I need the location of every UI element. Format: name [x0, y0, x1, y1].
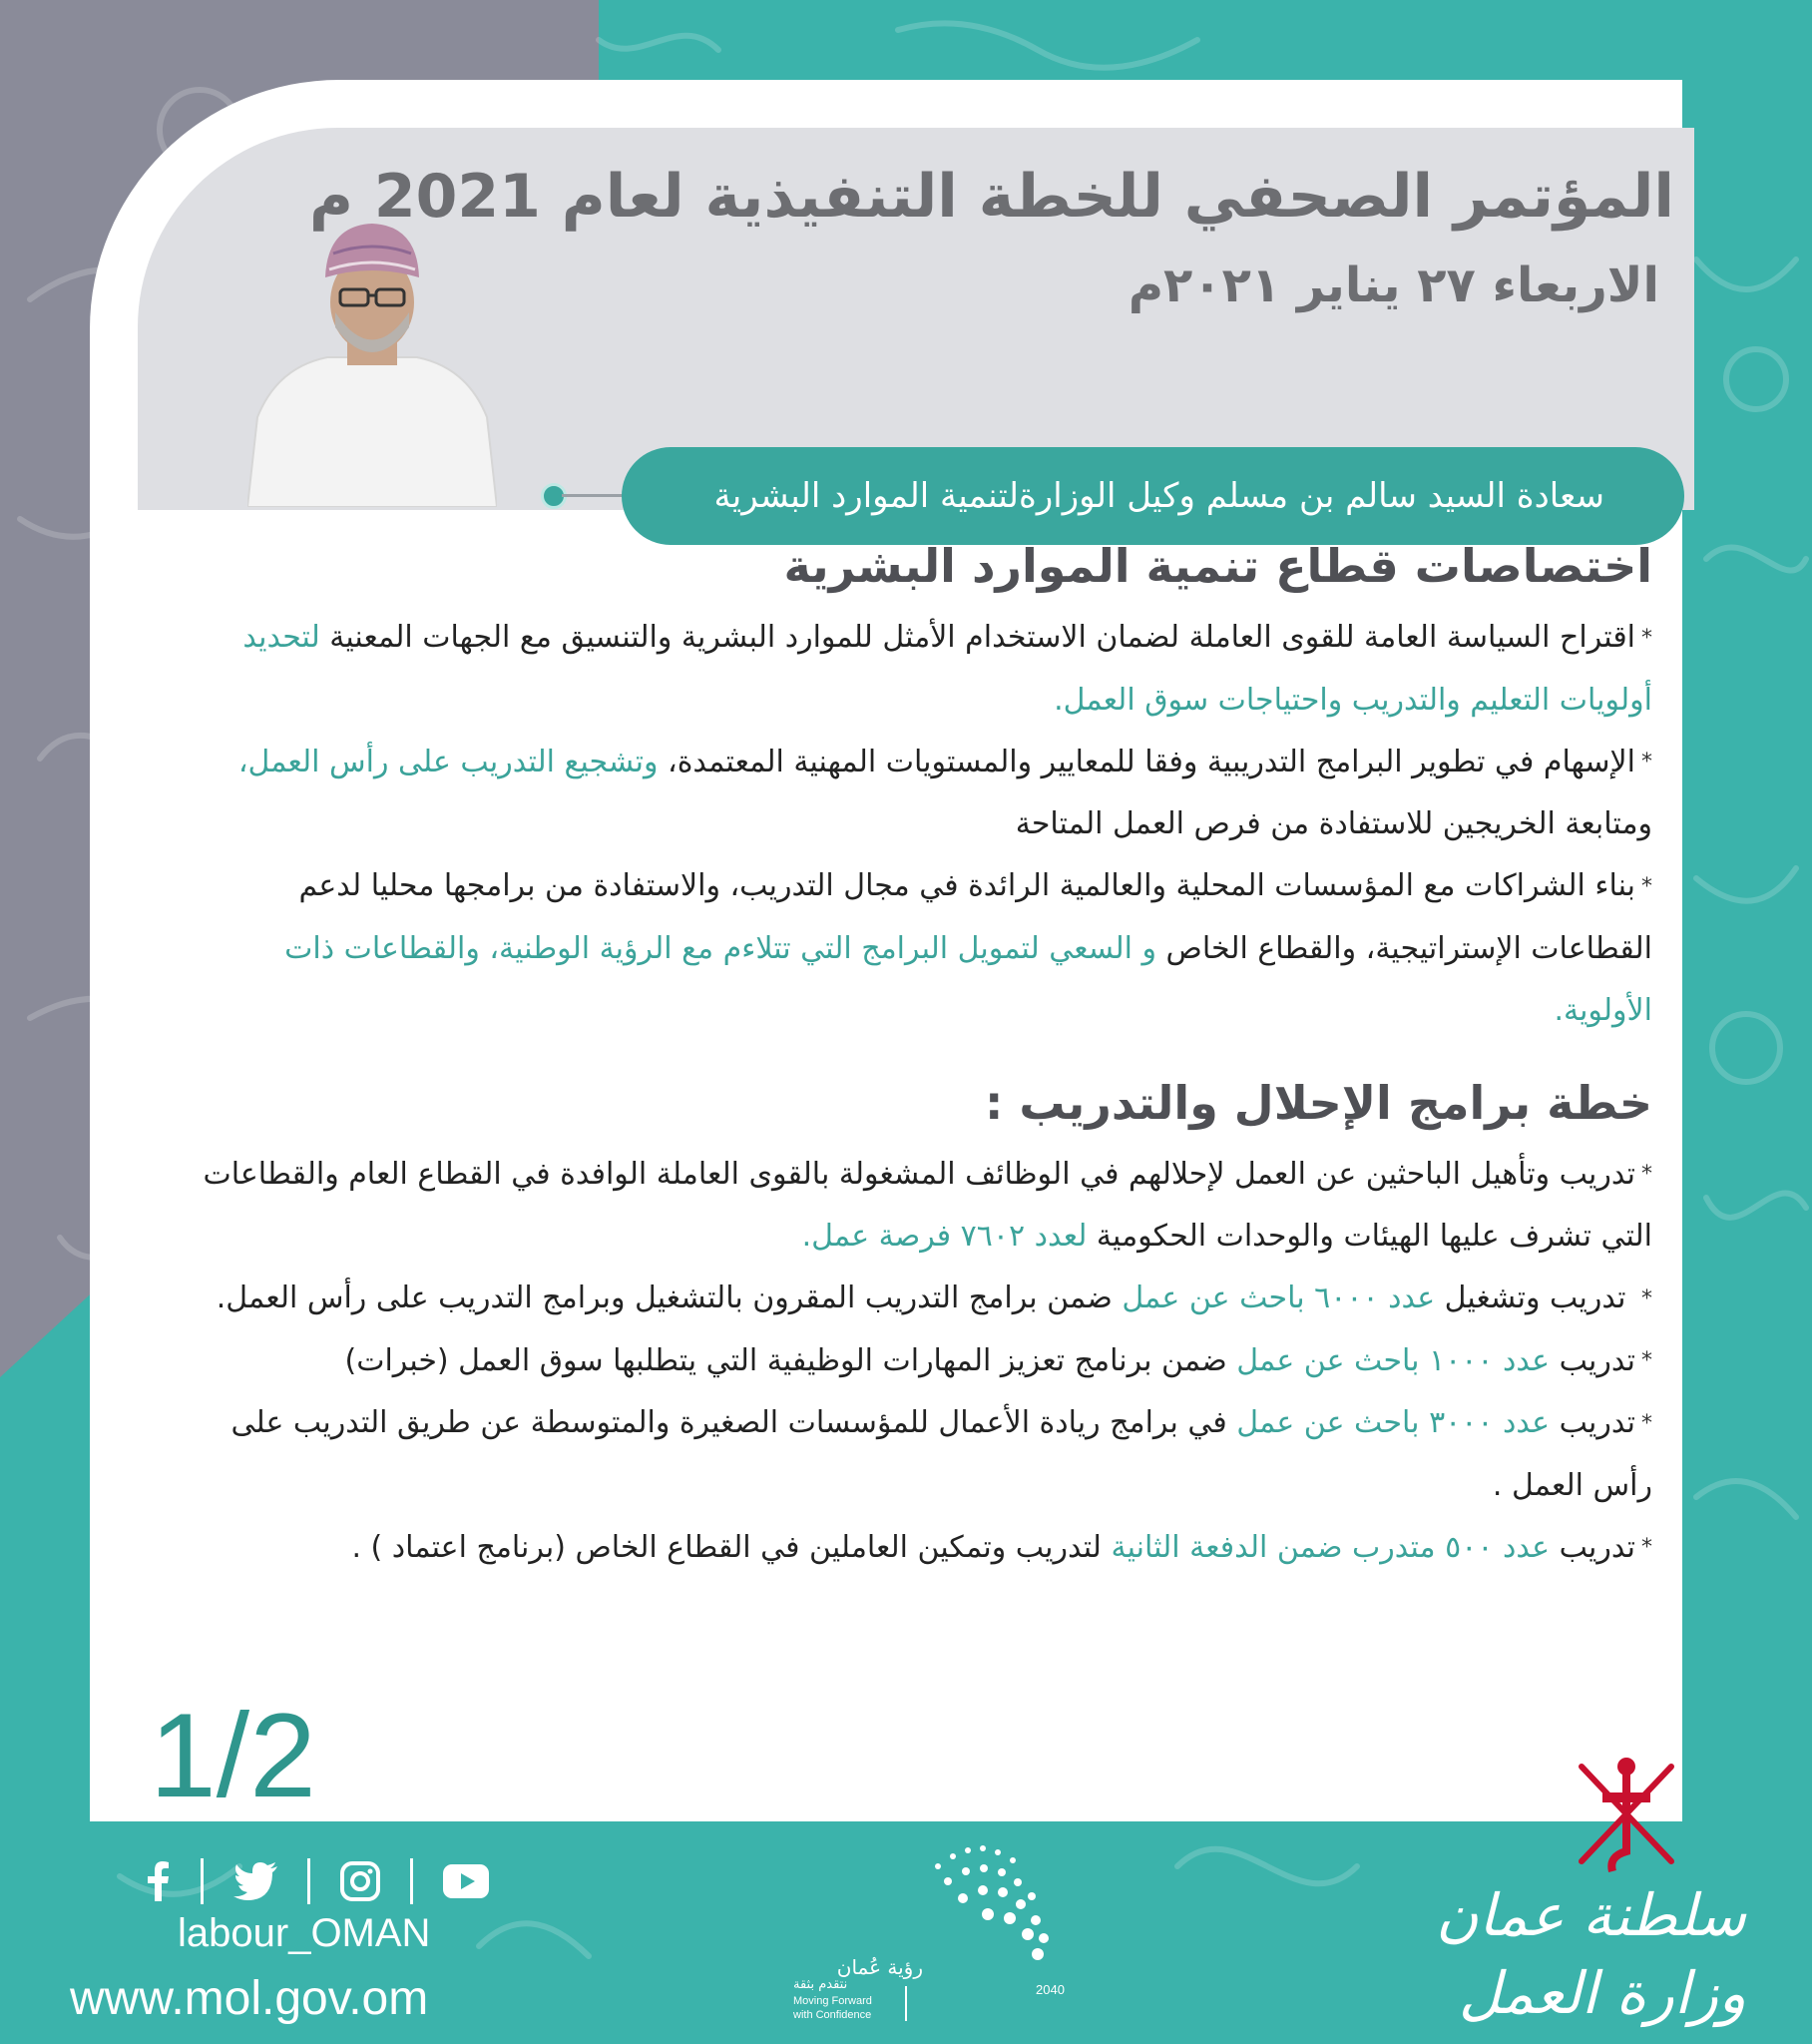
vision-arabic: رؤية عُمان	[836, 1955, 923, 1979]
sultanate-name: سلطنة عمان	[1436, 1881, 1746, 1949]
social-handle[interactable]: labour_OMAN	[178, 1911, 431, 1955]
ministry-logo-text	[1436, 1876, 1746, 2032]
facebook-icon[interactable]	[145, 1861, 171, 1901]
oman-emblem-icon	[1567, 1747, 1686, 1876]
asterisk-icon: *	[1641, 873, 1652, 899]
date-subtitle: الاربعاء ٢٧ يناير ٢٠٢١م	[1128, 257, 1659, 313]
vision-tagline-en1: Moving Forward	[793, 1995, 872, 2007]
section1-item: *بناء الشراكات مع المؤسسات المحلية والعالمية الرائدة في مجال التدريب، والاستفادة من برامجها محليا لدعم القطاعات الإستراتيجية، والقطاع الخاص و السعي لتمويل البرامج التي تتلاءم مع الرؤية الوطنية، والقطاعات ذات الأولوية.	[284, 868, 1652, 1028]
main-content	[180, 539, 1652, 1579]
asterisk-icon: *	[1641, 1162, 1652, 1187]
section1-item: *الإسهام في تطوير البرامج التدريبية وفقا للمعايير والمستويات المهنية المعتمدة، وتشجيع التدريب على رأس العمل، ومتابعة الخريجين للاستفادة من فرص العمل المتاحة	[237, 744, 1652, 841]
website-link[interactable]: www.mol.gov.om	[70, 1972, 429, 2025]
vision-tagline-ar: نتقدم بثقة	[793, 1977, 848, 1992]
youtube-icon[interactable]	[443, 1864, 489, 1898]
vision-year: 2040	[1036, 1982, 1065, 1997]
speaker-name-pill	[622, 447, 1684, 545]
speaker-name: سعادة السيد سالم بن مسلم وكيل الوزارةلتنمية الموارد البشرية	[713, 476, 1604, 516]
separator	[410, 1858, 413, 1904]
asterisk-icon: *	[1641, 625, 1652, 651]
header-band	[138, 128, 1694, 516]
twitter-icon[interactable]	[233, 1862, 277, 1900]
speaker-portrait	[247, 218, 497, 507]
separator	[307, 1858, 310, 1904]
vision-tagline-en2: with Confidence	[793, 2009, 872, 2021]
section2-item: *تدريب عدد ١٠٠٠ باحث عن عمل ضمن برنامج تعزيز المهارات الوظيفية التي يتطلبها سوق العمل (خبرات)	[344, 1342, 1652, 1378]
separator	[201, 1858, 204, 1904]
section2-item: *تدريب عدد ٣٠٠٠ باحث عن عمل في برامج ريادة الأعمال للمؤسسات الصغيرة والمتوسطة عن طريق التدريب على رأس العمل .	[230, 1405, 1652, 1503]
asterisk-icon: *	[1641, 1285, 1652, 1311]
section2-title: خطة برامج الإحلال والتدريب :	[984, 1075, 1652, 1130]
asterisk-icon: *	[1641, 1348, 1652, 1373]
ministry-name: وزارة العمل	[1458, 1959, 1746, 2027]
asterisk-icon: *	[1641, 1410, 1652, 1436]
page-number: 1/2	[150, 1689, 316, 1822]
section2-item: *تدريب عدد ٥٠٠ متدرب ضمن الدفعة الثانية لتدريب وتمكين العاملين في القطاع الخاص (برنامج اعتماد ) .	[351, 1529, 1652, 1565]
section1-item: *اقتراح السياسة العامة للقوى العاملة لضمان الاستخدام الأمثل للموارد البشرية والتنسيق مع الجهات المعنية لتحديد أولويات التعليم والتدريب واحتياجات سوق العمل.	[242, 620, 1652, 718]
section1-title: اختصاصات قطاع تنمية الموارد البشرية	[783, 539, 1652, 593]
page-title: المؤتمر الصحفي للخطة التنفيذية لعام 2021 م	[308, 162, 1674, 232]
instagram-icon[interactable]	[340, 1861, 380, 1901]
social-links	[145, 1858, 489, 1904]
asterisk-icon: *	[1641, 1535, 1652, 1560]
asterisk-icon: *	[1641, 750, 1652, 774]
connector-line	[562, 494, 626, 497]
section2-item: * تدريب وتشغيل عدد ٦٠٠٠ باحث عن عمل ضمن برامج التدريب المقرون بالتشغيل وبرامج التدريب على رأس العمل.	[216, 1280, 1652, 1315]
oman-vision-2040-logo	[788, 1826, 1147, 2026]
section2-item: *تدريب وتأهيل الباحثين عن العمل لإحلالهم في الوظائف المشغولة بالقوى العاملة الوافدة في القطاع العام والقطاعات التي تشرف عليها الهيئات والوحدات الحكومية لعدد ٧٦٠٢ فرصة عمل.	[203, 1156, 1652, 1254]
